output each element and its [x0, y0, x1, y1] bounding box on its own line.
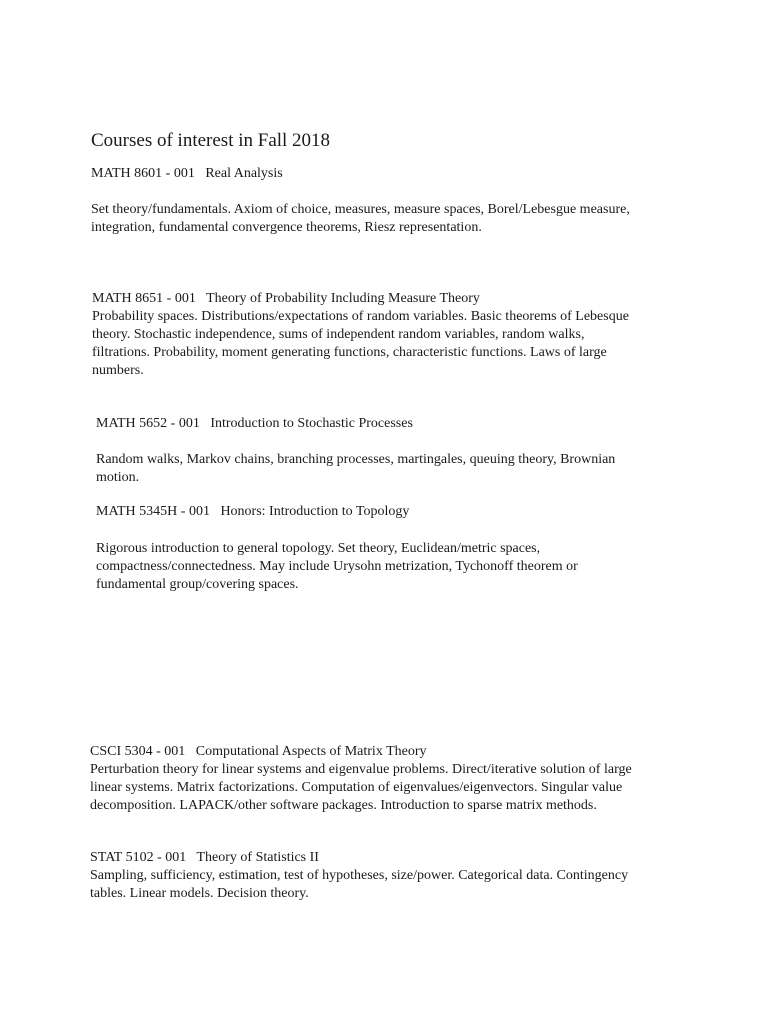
- course-heading-math-8601: MATH 8601 - 001 Real Analysis: [91, 166, 283, 181]
- course-heading-math-5652: MATH 5652 - 001 Introduction to Stochastic Processes: [96, 416, 413, 431]
- description-line: linear systems. Matrix factorizations. Computation of eigenvalues/eigenvectors. Singular value: [90, 780, 623, 795]
- description-line: Set theory/fundamentals. Axiom of choice, measures, measure spaces, Borel/Lebesgue measure,: [91, 202, 630, 217]
- course-heading-csci-5304: CSCI 5304 - 001 Computational Aspects of Matrix Theory: [90, 744, 427, 759]
- description-line: decomposition. LAPACK/other software packages. Introduction to sparse matrix methods.: [90, 798, 597, 813]
- description-line: integration, fundamental convergence theorems, Riesz representation.: [91, 220, 482, 235]
- description-line: fundamental group/covering spaces.: [96, 577, 299, 592]
- description-line: Sampling, sufficiency, estimation, test of hypotheses, size/power. Categorical data. Contingency: [90, 868, 629, 883]
- course-heading-math-5345h: MATH 5345H - 001 Honors: Introduction to Topology: [96, 504, 410, 519]
- course-heading-math-8651: MATH 8651 - 001 Theory of Probability Including Measure Theory: [92, 291, 480, 306]
- course-description-math-5345h: [96, 540, 578, 594]
- description-line: tables. Linear models. Decision theory.: [90, 886, 309, 901]
- description-line: filtrations. Probability, moment generating functions, characteristic functions. Laws of large: [92, 345, 607, 360]
- description-line: motion.: [96, 470, 140, 485]
- course-description-csci-5304: [90, 761, 632, 815]
- description-line: Rigorous introduction to general topology. Set theory, Euclidean/metric spaces,: [96, 541, 541, 556]
- description-line: Perturbation theory for linear systems and eigenvalue problems. Direct/iterative solution of large: [90, 762, 632, 777]
- course-description-math-8651: [92, 308, 629, 380]
- course-description-math-5652: [96, 451, 615, 487]
- course-description-math-8601: [91, 201, 630, 237]
- course-description-stat-5102: [90, 867, 628, 903]
- page-title: Courses of interest in Fall 2018: [91, 130, 331, 151]
- course-heading-stat-5102: STAT 5102 - 001 Theory of Statistics II: [90, 850, 319, 865]
- description-line: Probability spaces. Distributions/expectations of random variables. Basic theorems of Lebesque: [92, 309, 629, 324]
- description-line: Random walks, Markov chains, branching processes, martingales, queuing theory, Brownian: [96, 452, 616, 467]
- description-line: theory. Stochastic independence, sums of independent random variables, random walks,: [92, 327, 585, 342]
- description-line: numbers.: [92, 363, 144, 378]
- description-line: compactness/connectedness. May include Urysohn metrization, Tychonoff theorem or: [96, 559, 578, 574]
